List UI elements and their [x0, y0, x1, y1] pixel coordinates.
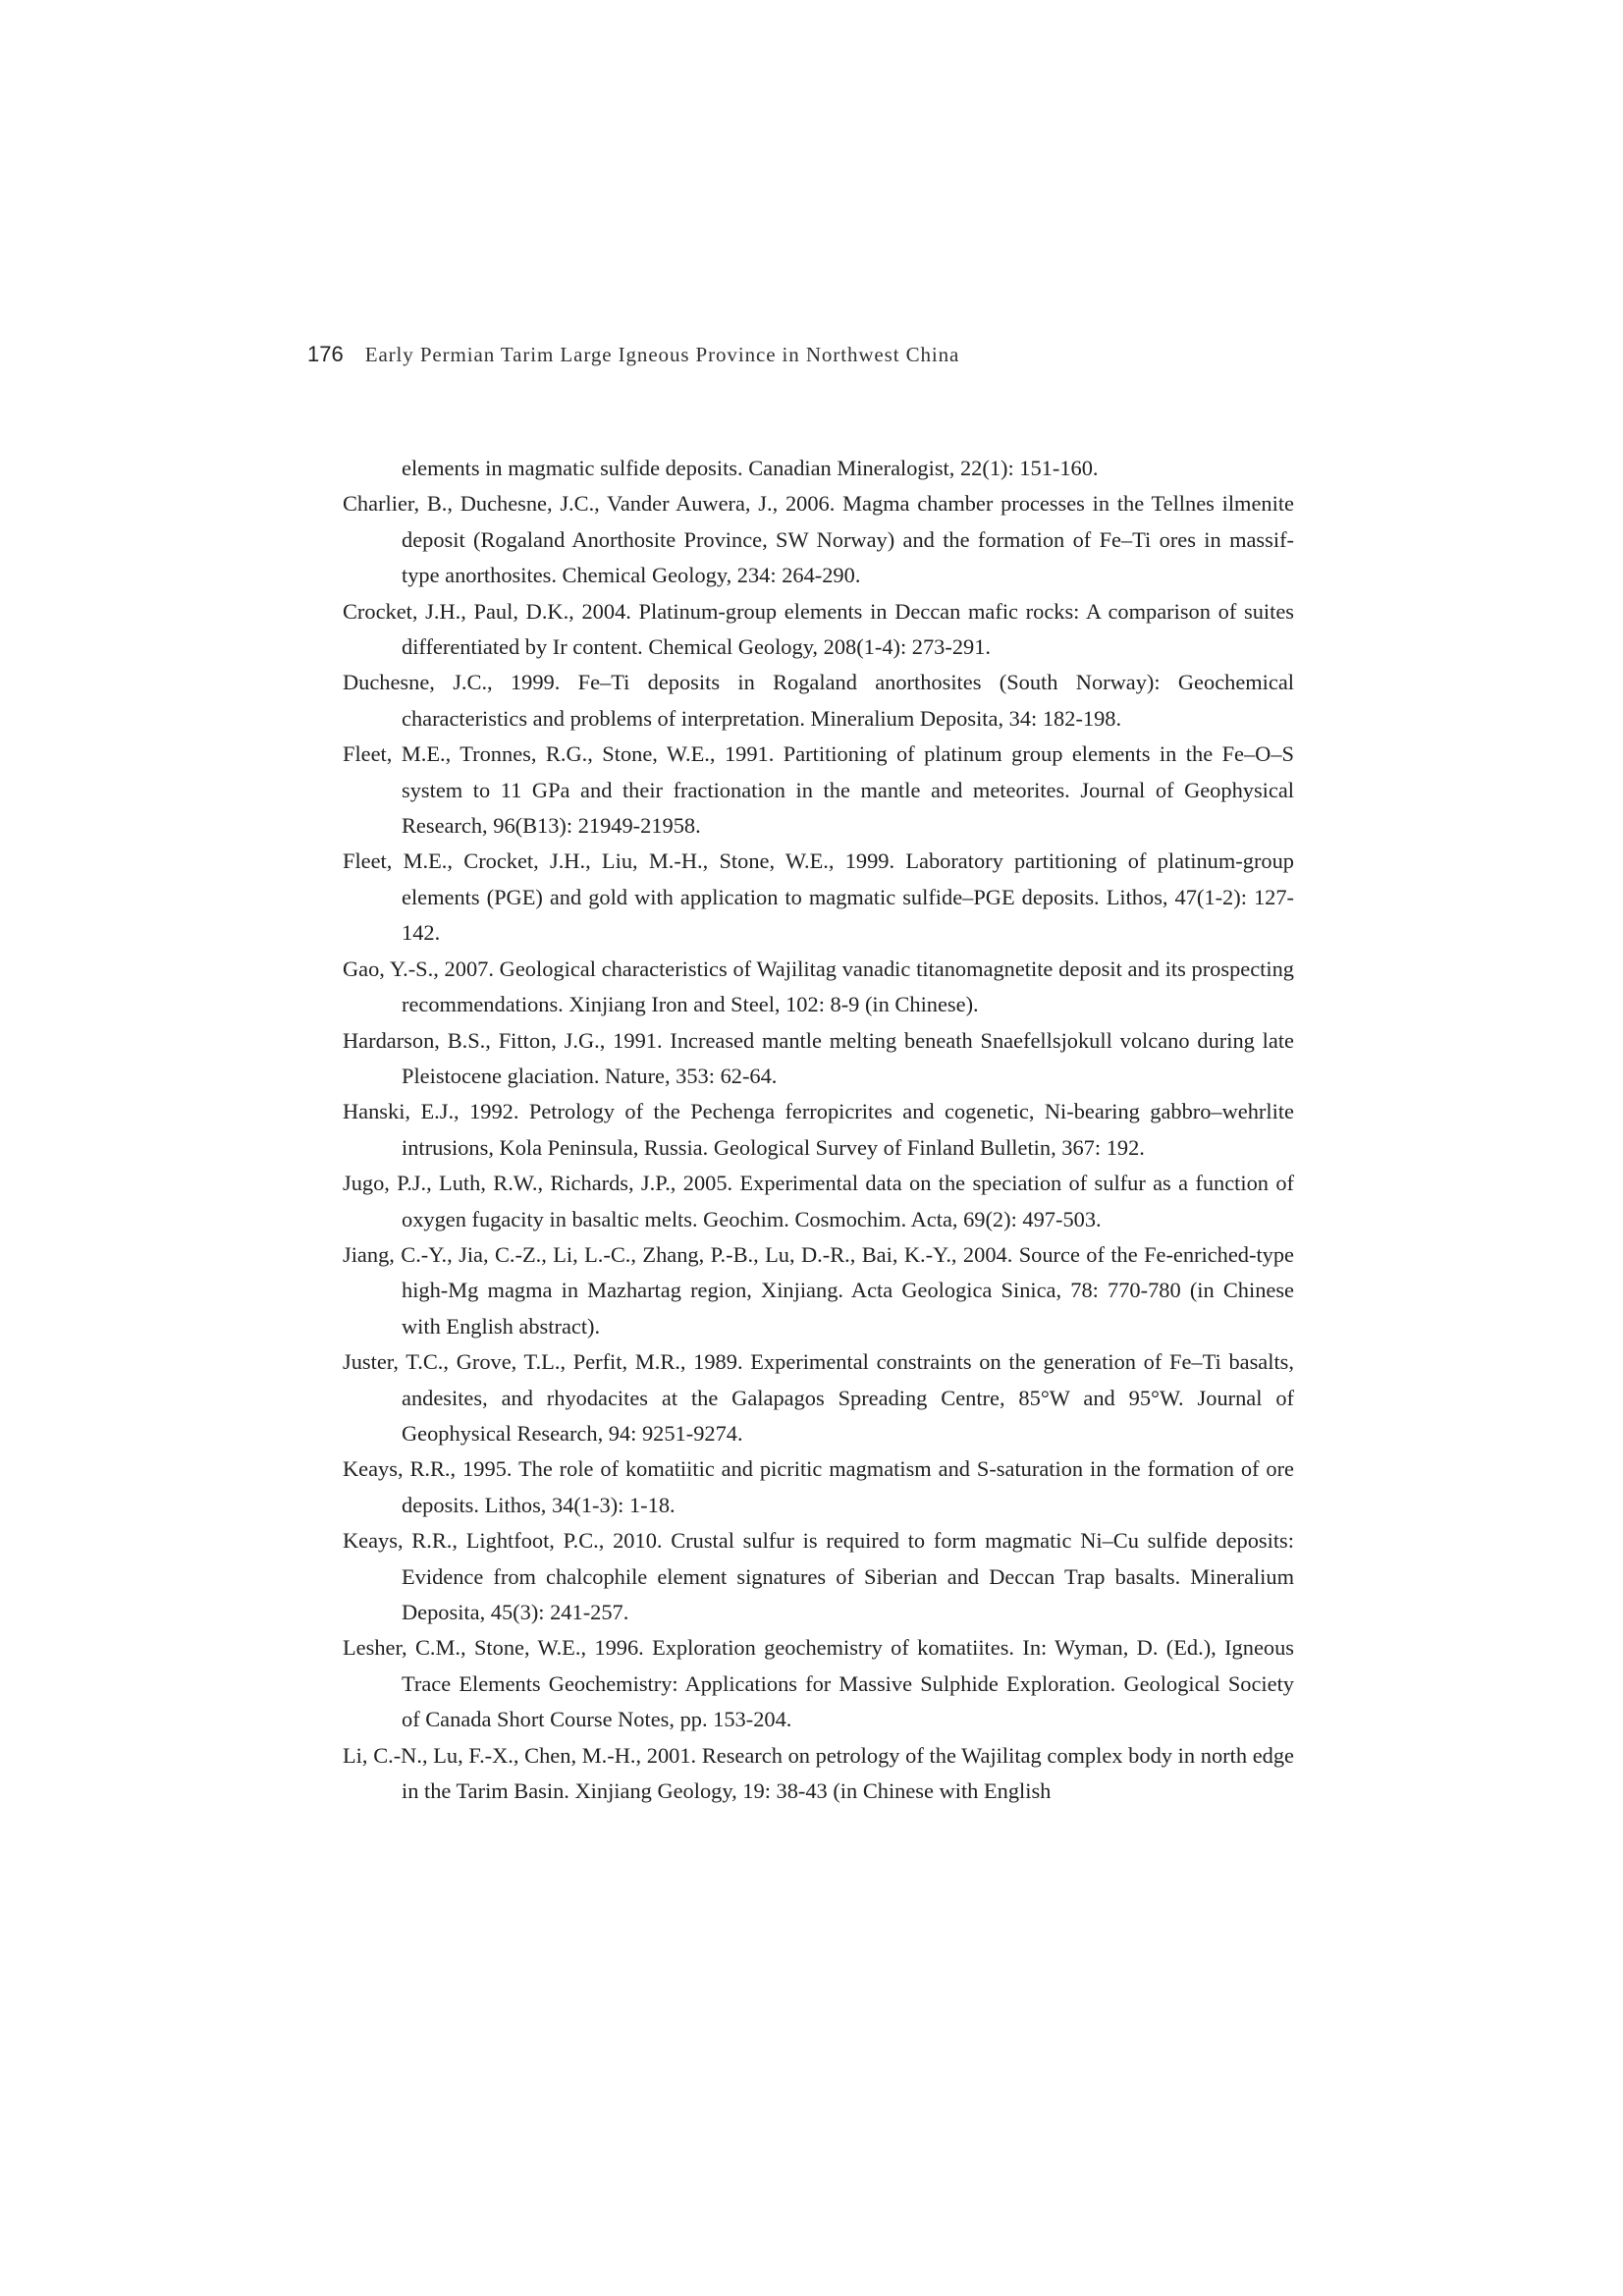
reference-list: [343, 451, 1294, 1809]
reference-entry: Jugo, P.J., Luth, R.W., Richards, J.P., 2005. Experimental data on the speciation of sulfur as a function of oxygen fugacity in basaltic melts. Geochim. Cosmochim. Acta, 69(2): 497-503.: [343, 1171, 1294, 1231]
reference-entry: Charlier, B., Duchesne, J.C., Vander Auwera, J., 2006. Magma chamber processes in the Tellnes ilmenite deposit (Rogaland Anorthosite Province, SW Norway) and the formation of Fe–Ti ores in massif-type anorthosites. Chemical Geology, 234: 264-290.: [343, 491, 1294, 588]
running-title: Early Permian Tarim Large Igneous Province in Northwest China: [364, 343, 960, 366]
page-number: 176: [307, 342, 344, 366]
reference-entry: Fleet, M.E., Tronnes, R.G., Stone, W.E., 1991. Partitioning of platinum group elements in the Fe–O–S system to 11 GPa and their fractionation in the mantle and meteorites. Journal of Geophysical Research, 96(B13): 21949-21958.: [343, 741, 1294, 839]
reference-entry: Hardarson, B.S., Fitton, J.G., 1991. Increased mantle melting beneath Snaefellsjokull volcano during late Pleistocene glaciation. Nature, 353: 62-64.: [343, 1027, 1294, 1088]
reference-entry: Hanski, E.J., 1992. Petrology of the Pechenga ferropicrites and cogenetic, Ni-bearing gabbro–wehrlite intrusions, Kola Peninsula, Russia. Geological Survey of Finland Bulletin, 367: 192.: [343, 1099, 1294, 1160]
reference-entry: Jiang, C.-Y., Jia, C.-Z., Li, L.-C., Zhang, P.-B., Lu, D.-R., Bai, K.-Y., 2004. Source of the Fe-enriched-type high-Mg magma in Mazhartag region, Xinjiang. Acta Geologica Sinica, 78: 770-780 (in Chinese with English abstract).: [343, 1241, 1294, 1339]
reference-entry: Fleet, M.E., Crocket, J.H., Liu, M.-H., Stone, W.E., 1999. Laboratory partitioning of platinum-group elements (PGE) and gold with application to magmatic sulfide–PGE deposits. Lithos, 47(1-2): 127-142.: [343, 848, 1294, 946]
reference-entry: Lesher, C.M., Stone, W.E., 1996. Exploration geochemistry of komatiites. In: Wyman, D. (Ed.), Igneous Trace Elements Geochemistry: Applications for Massive Sulphide Exploration. Geological Society of Canada Short Course Notes, pp. 153-204.: [343, 1635, 1294, 1732]
page-header: [307, 342, 959, 371]
reference-entry: Li, C.-N., Lu, F.-X., Chen, M.-H., 2001. Research on petrology of the Wajilitag complex body in north edge in the Tarim Basin. Xinjiang Geology, 19: 38-43 (in Chinese with English: [343, 1742, 1294, 1804]
reference-entry: Crocket, J.H., Paul, D.K., 2004. Platinum-group elements in Deccan mafic rocks: A comparison of suites differentiated by Ir content. Chemical Geology, 208(1-4): 273-291.: [343, 598, 1294, 660]
reference-entry: Keays, R.R., Lightfoot, P.C., 2010. Crustal sulfur is required to form magmatic Ni–Cu sulfide deposits: Evidence from chalcophile element signatures of Siberian and Deccan Trap basalts. Mineralium Deposita, 45(3): 241-257.: [343, 1528, 1294, 1624]
reference-entry: Keays, R.R., 1995. The role of komatiitic and picritic magmatism and S-saturation in the formation of ore deposits. Lithos, 34(1-3): 1-18.: [343, 1456, 1294, 1517]
reference-entry: Duchesne, J.C., 1999. Fe–Ti deposits in Rogaland anorthosites (South Norway): Geochemical characteristics and problems of interpretation. Mineralium Deposita, 34: 182-198.: [343, 670, 1294, 731]
reference-entry-continued: elements in magmatic sulfide deposits. Canadian Mineralogist, 22(1): 151-160.: [402, 456, 1099, 480]
reference-entry: Gao, Y.-S., 2007. Geological characteristics of Wajilitag vanadic titanomagnetite deposit and its prospecting recommendations. Xinjiang Iron and Steel, 102: 8-9 (in Chinese).: [343, 956, 1294, 1017]
reference-entry: Juster, T.C., Grove, T.L., Perfit, M.R., 1989. Experimental constraints on the generation of Fe–Ti basalts, andesites, and rhyodacites at the Galapagos Spreading Centre, 85°W and 95°W. Journal of Geophysical Research, 94: 9251-9274.: [343, 1349, 1294, 1446]
